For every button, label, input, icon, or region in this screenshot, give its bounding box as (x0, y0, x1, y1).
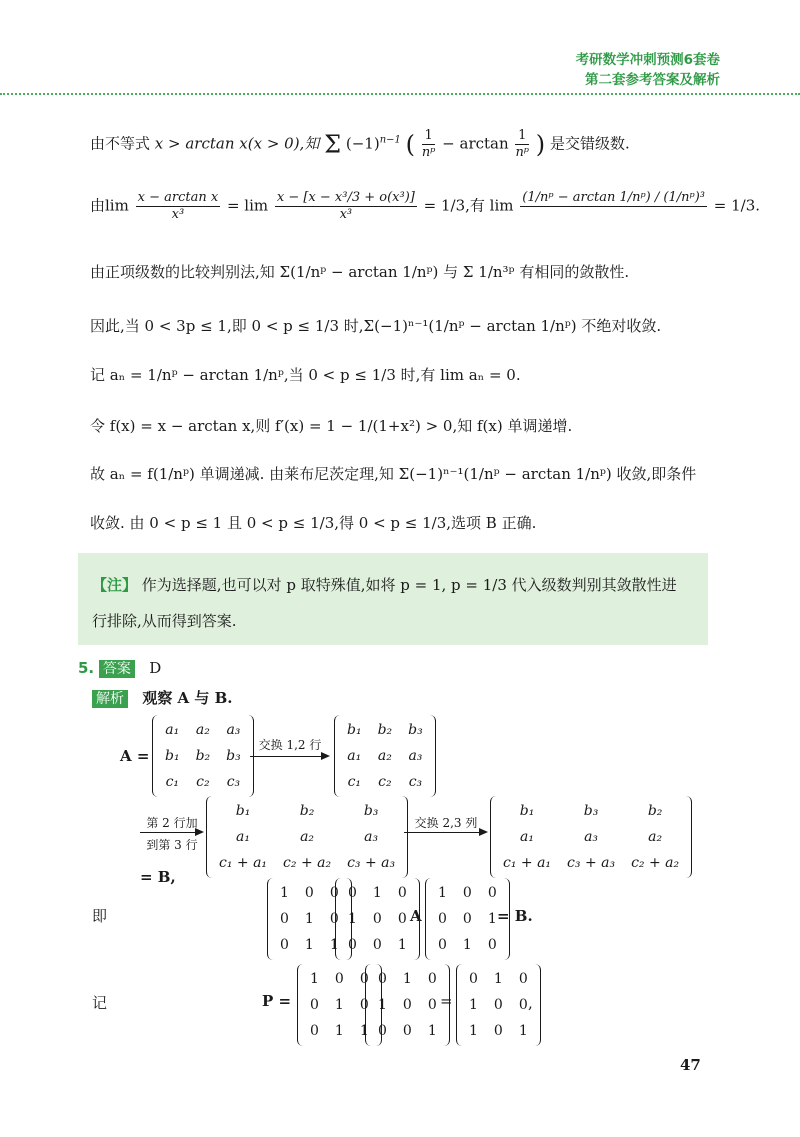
matrix-cell: 0 (359, 997, 369, 1013)
matrix-cell: c₂ (196, 774, 210, 790)
fraction: $\frac{\text{x − arctan x}}{\text{x³}}$ (137, 190, 219, 222)
matrix-cell: 0 (462, 885, 472, 901)
matrix-cell: 0 (487, 885, 497, 901)
fraction: $\frac{1}{\text{nᵖ}}$ (515, 128, 530, 160)
text-line-6: 令 f(x) = x − arctan x,则 f′(x) = 1 − 1/(1+x²) > 0,知 f(x) 单调递增. (90, 417, 573, 435)
matrix-cell: 1 (397, 937, 407, 953)
matrix-m4 (490, 796, 692, 878)
text-line-5: 记 aₙ = 1/nᵖ − arctan 1/nᵖ,当 0 < p ≤ 1/3 时,有 lim aₙ = 0. (90, 366, 521, 384)
header-subtitle: 第二套参考答案及解析 (585, 72, 720, 88)
matrix-cell: a₃ (584, 829, 599, 845)
matrix-cell: a₂ (377, 748, 392, 764)
matrix-cell: c₃ (408, 774, 423, 790)
matrix-cell: 0 (397, 911, 407, 927)
matrix-m1 (152, 715, 254, 797)
matrix-cell: c₁ (347, 774, 362, 790)
matrix-p2 (365, 964, 450, 1046)
matrix-cell: 1 (348, 911, 357, 927)
matrix-cell: 0 (304, 885, 314, 901)
matrix-cell: b₂ (647, 803, 663, 819)
header-divider (0, 93, 800, 95)
matrix-cell: 1 (304, 937, 314, 953)
matrix-cell: a₂ (195, 722, 210, 738)
matrix-cell: c₂ + a₂ (283, 855, 332, 871)
matrix-cell: 0 (518, 997, 528, 1013)
text-fragment: 由不等式 (90, 134, 151, 153)
matrix-cell: a₂ (648, 829, 663, 845)
matrix-cell: c₃ + a₃ (347, 855, 396, 871)
matrix-cell: 1 (304, 911, 314, 927)
ji-label: 即 (92, 907, 108, 925)
arrow-add-row (140, 814, 204, 854)
matrix-cell: 0 (438, 911, 447, 927)
matrix-cell: a₁ (236, 829, 250, 845)
matrix-cell: 0 (348, 937, 357, 953)
answer-value: D (149, 659, 162, 677)
matrix-cell: 1 (469, 1023, 478, 1039)
matrix-cell: 0 (372, 937, 382, 953)
text-line-2 (90, 190, 760, 223)
matrix-cell: 1 (487, 911, 497, 927)
sigma-symbol: Σ (324, 130, 342, 159)
matrix-cell: 0 (372, 911, 382, 927)
matrix-cell: 0 (348, 885, 357, 901)
matrix-cell: c₃ (226, 774, 241, 790)
equals-B-2: = B. (497, 907, 533, 925)
matrix-cell: 0 (427, 971, 437, 987)
matrix-cell: a₁ (520, 829, 534, 845)
math-result: = 1/3. (713, 196, 761, 215)
matrix-cell: b₁ (165, 748, 180, 764)
matrix-cell: b₃ (226, 748, 241, 764)
matrix-cell: 0 (329, 885, 339, 901)
analysis-row (92, 688, 233, 708)
text-line-7: 故 aₙ = f(1/nᵖ) 单调递减. 由莱布尼茨定理,知 Σ(−1)ⁿ⁻¹(1/nᵖ − arctan 1/nᵖ) 收敛,即条件 (90, 465, 697, 483)
matrix-cell: 1 (329, 937, 339, 953)
matrix-cell: b₁ (235, 803, 251, 819)
matrix-cell: a₃ (364, 829, 379, 845)
equals-sign: = (440, 992, 453, 1010)
matrix-cell: 1 (372, 885, 382, 901)
math-sign: (−1) (345, 134, 380, 153)
arrow-label: 到第 3 行 (146, 838, 198, 852)
matrix-cell: 0 (518, 971, 528, 987)
matrix-cell: 1 (402, 971, 412, 987)
arrow-label: 第 2 行加 (146, 816, 198, 830)
fraction: (1/nᵖ − arctan 1/nᵖ) / (1/nᵖ)³ (522, 190, 705, 205)
text-line-4: 因此,当 0 < 3p ≤ 1,即 0 < p ≤ 1/3 时,Σ(−1)ⁿ⁻¹(1/nᵖ − arctan 1/nᵖ) 不绝对收敛. (90, 317, 662, 335)
matrix-cell: 1 (438, 885, 447, 901)
matrix-cell: c₂ + a₂ (631, 855, 680, 871)
paren-open: ( (405, 130, 416, 159)
matrix-cell: 0 (310, 997, 319, 1013)
matrix-cell: b₂ (195, 748, 211, 764)
matrix-cell: c₁ (165, 774, 180, 790)
matrix-cell: a₁ (165, 722, 180, 738)
ji2-label: 记 (92, 994, 108, 1012)
arrow-swap-cols (404, 814, 488, 838)
matrix-m3 (206, 796, 408, 878)
matrix-cell: 1 (280, 885, 289, 901)
equals-B: = B, (140, 868, 176, 886)
matrix-cell: a₁ (347, 748, 362, 764)
matrix-cell: c₃ + a₃ (567, 855, 616, 871)
matrix-cell: 0 (438, 937, 447, 953)
matrix-cell: 1 (518, 1023, 528, 1039)
page-number: 47 (680, 1056, 701, 1074)
matrix-cell: 0 (334, 971, 344, 987)
matrix-cell: 0 (469, 971, 478, 987)
matrix-cell: 0 (280, 937, 289, 953)
matrix-cell: 0 (378, 971, 387, 987)
question-5-answer-row (78, 658, 161, 678)
text-line-1 (90, 128, 630, 161)
matrix-cell: 0 (493, 1023, 503, 1039)
matrix-cell: c₁ + a₁ (503, 855, 552, 871)
matrix-cell: 1 (359, 1023, 369, 1039)
matrix-cell: a₂ (300, 829, 315, 845)
arrow-swap-rows (250, 736, 330, 760)
matrix-cell: 0 (487, 937, 497, 953)
matrix-cell: 1 (493, 971, 503, 987)
matrix-cell: 0 (280, 911, 289, 927)
question-number: 5. (78, 659, 95, 677)
math-exponent: n−1 (379, 134, 401, 146)
matrix-cell: a₃ (226, 722, 241, 738)
math-limit: 由lim (90, 196, 129, 215)
matrix-m2 (334, 715, 436, 797)
matrix-cell: 1 (378, 997, 387, 1013)
matrix-cell: b₂ (299, 803, 315, 819)
answer-label: 答案 (99, 660, 135, 678)
note-box (78, 553, 708, 645)
matrix-cell: b₃ (408, 722, 423, 738)
note-line-1 (92, 575, 677, 595)
matrix-cell: 1 (334, 1023, 344, 1039)
math-arctan: − arctan (442, 134, 509, 153)
text-fragment: 是交错级数. (549, 134, 630, 153)
comma: , (528, 994, 533, 1012)
math-expression: = 1/3,有 lim (423, 196, 514, 215)
fraction: $\frac{\text{x − [x − x³/3 + o(x³)]}}{\text{x³}}$ (276, 190, 415, 222)
analysis-text: 观察 A 与 B. (142, 689, 233, 707)
note-line-2: 行排除,从而得到答案. (92, 612, 237, 630)
matrix-cell: 0 (402, 997, 412, 1013)
matrix-cell: 0 (329, 911, 339, 927)
matrix-cell: 0 (310, 1023, 319, 1039)
paren-close: ) (535, 130, 546, 159)
matrix-A-mid: A (410, 907, 422, 925)
matrix-cell: c₂ (378, 774, 392, 790)
matrix-cell: 0 (493, 997, 503, 1013)
matrix-cell: 0 (359, 971, 369, 987)
matrix-cell: 0 (462, 911, 472, 927)
matrix-P-label: P = (262, 992, 292, 1010)
matrix-cell: 1 (310, 971, 319, 987)
matrix-cell: 0 (378, 1023, 387, 1039)
matrix-cell: 1 (462, 937, 472, 953)
note-tag: 【注】 (92, 576, 138, 594)
note-text: 作为选择题,也可以对 p 取特殊值,如将 p = 1, p = 1/3 代入级数判别其敛散性进 (141, 576, 677, 594)
matrix-cell: b₃ (363, 803, 379, 819)
matrix-cell: 0 (402, 1023, 412, 1039)
matrix-cell: 1 (427, 1023, 437, 1039)
matrix-cell: b₁ (347, 722, 362, 738)
matrix-cell: 1 (469, 997, 478, 1013)
matrix-cell: b₂ (377, 722, 393, 738)
math-limit: = lim (226, 196, 269, 215)
matrix-A-label: A = (120, 747, 150, 765)
matrix-cell: a₃ (408, 748, 423, 764)
arrow-label: 交换 1,2 行 (258, 738, 322, 752)
header-title: 考研数学冲刺预测6套卷 (575, 52, 720, 68)
matrix-cell: c₁ + a₁ (219, 855, 268, 871)
matrix-cell: 0 (427, 997, 437, 1013)
text-line-3: 由正项级数的比较判别法,知 Σ(1/nᵖ − arctan 1/nᵖ) 与 Σ 1/n³ᵖ 有相同的敛散性. (90, 263, 630, 281)
matrix-cell: 1 (334, 997, 344, 1013)
fraction: $\frac{1}{\text{nᵖ}}$ (421, 128, 436, 160)
arrow-label: 交换 2,3 列 (414, 816, 478, 830)
matrix-e2 (335, 878, 420, 960)
matrix-cell: b₃ (583, 803, 599, 819)
matrix-cell: 0 (397, 885, 407, 901)
text-line-8: 收敛. 由 0 < p ≤ 1 且 0 < p ≤ 1/3,得 0 < p ≤ 1/3,选项 B 正确. (90, 514, 537, 532)
matrix-cell: b₁ (519, 803, 535, 819)
analysis-label: 解析 (92, 690, 128, 708)
math-inequality: x > arctan x(x > 0),知 (154, 134, 320, 153)
